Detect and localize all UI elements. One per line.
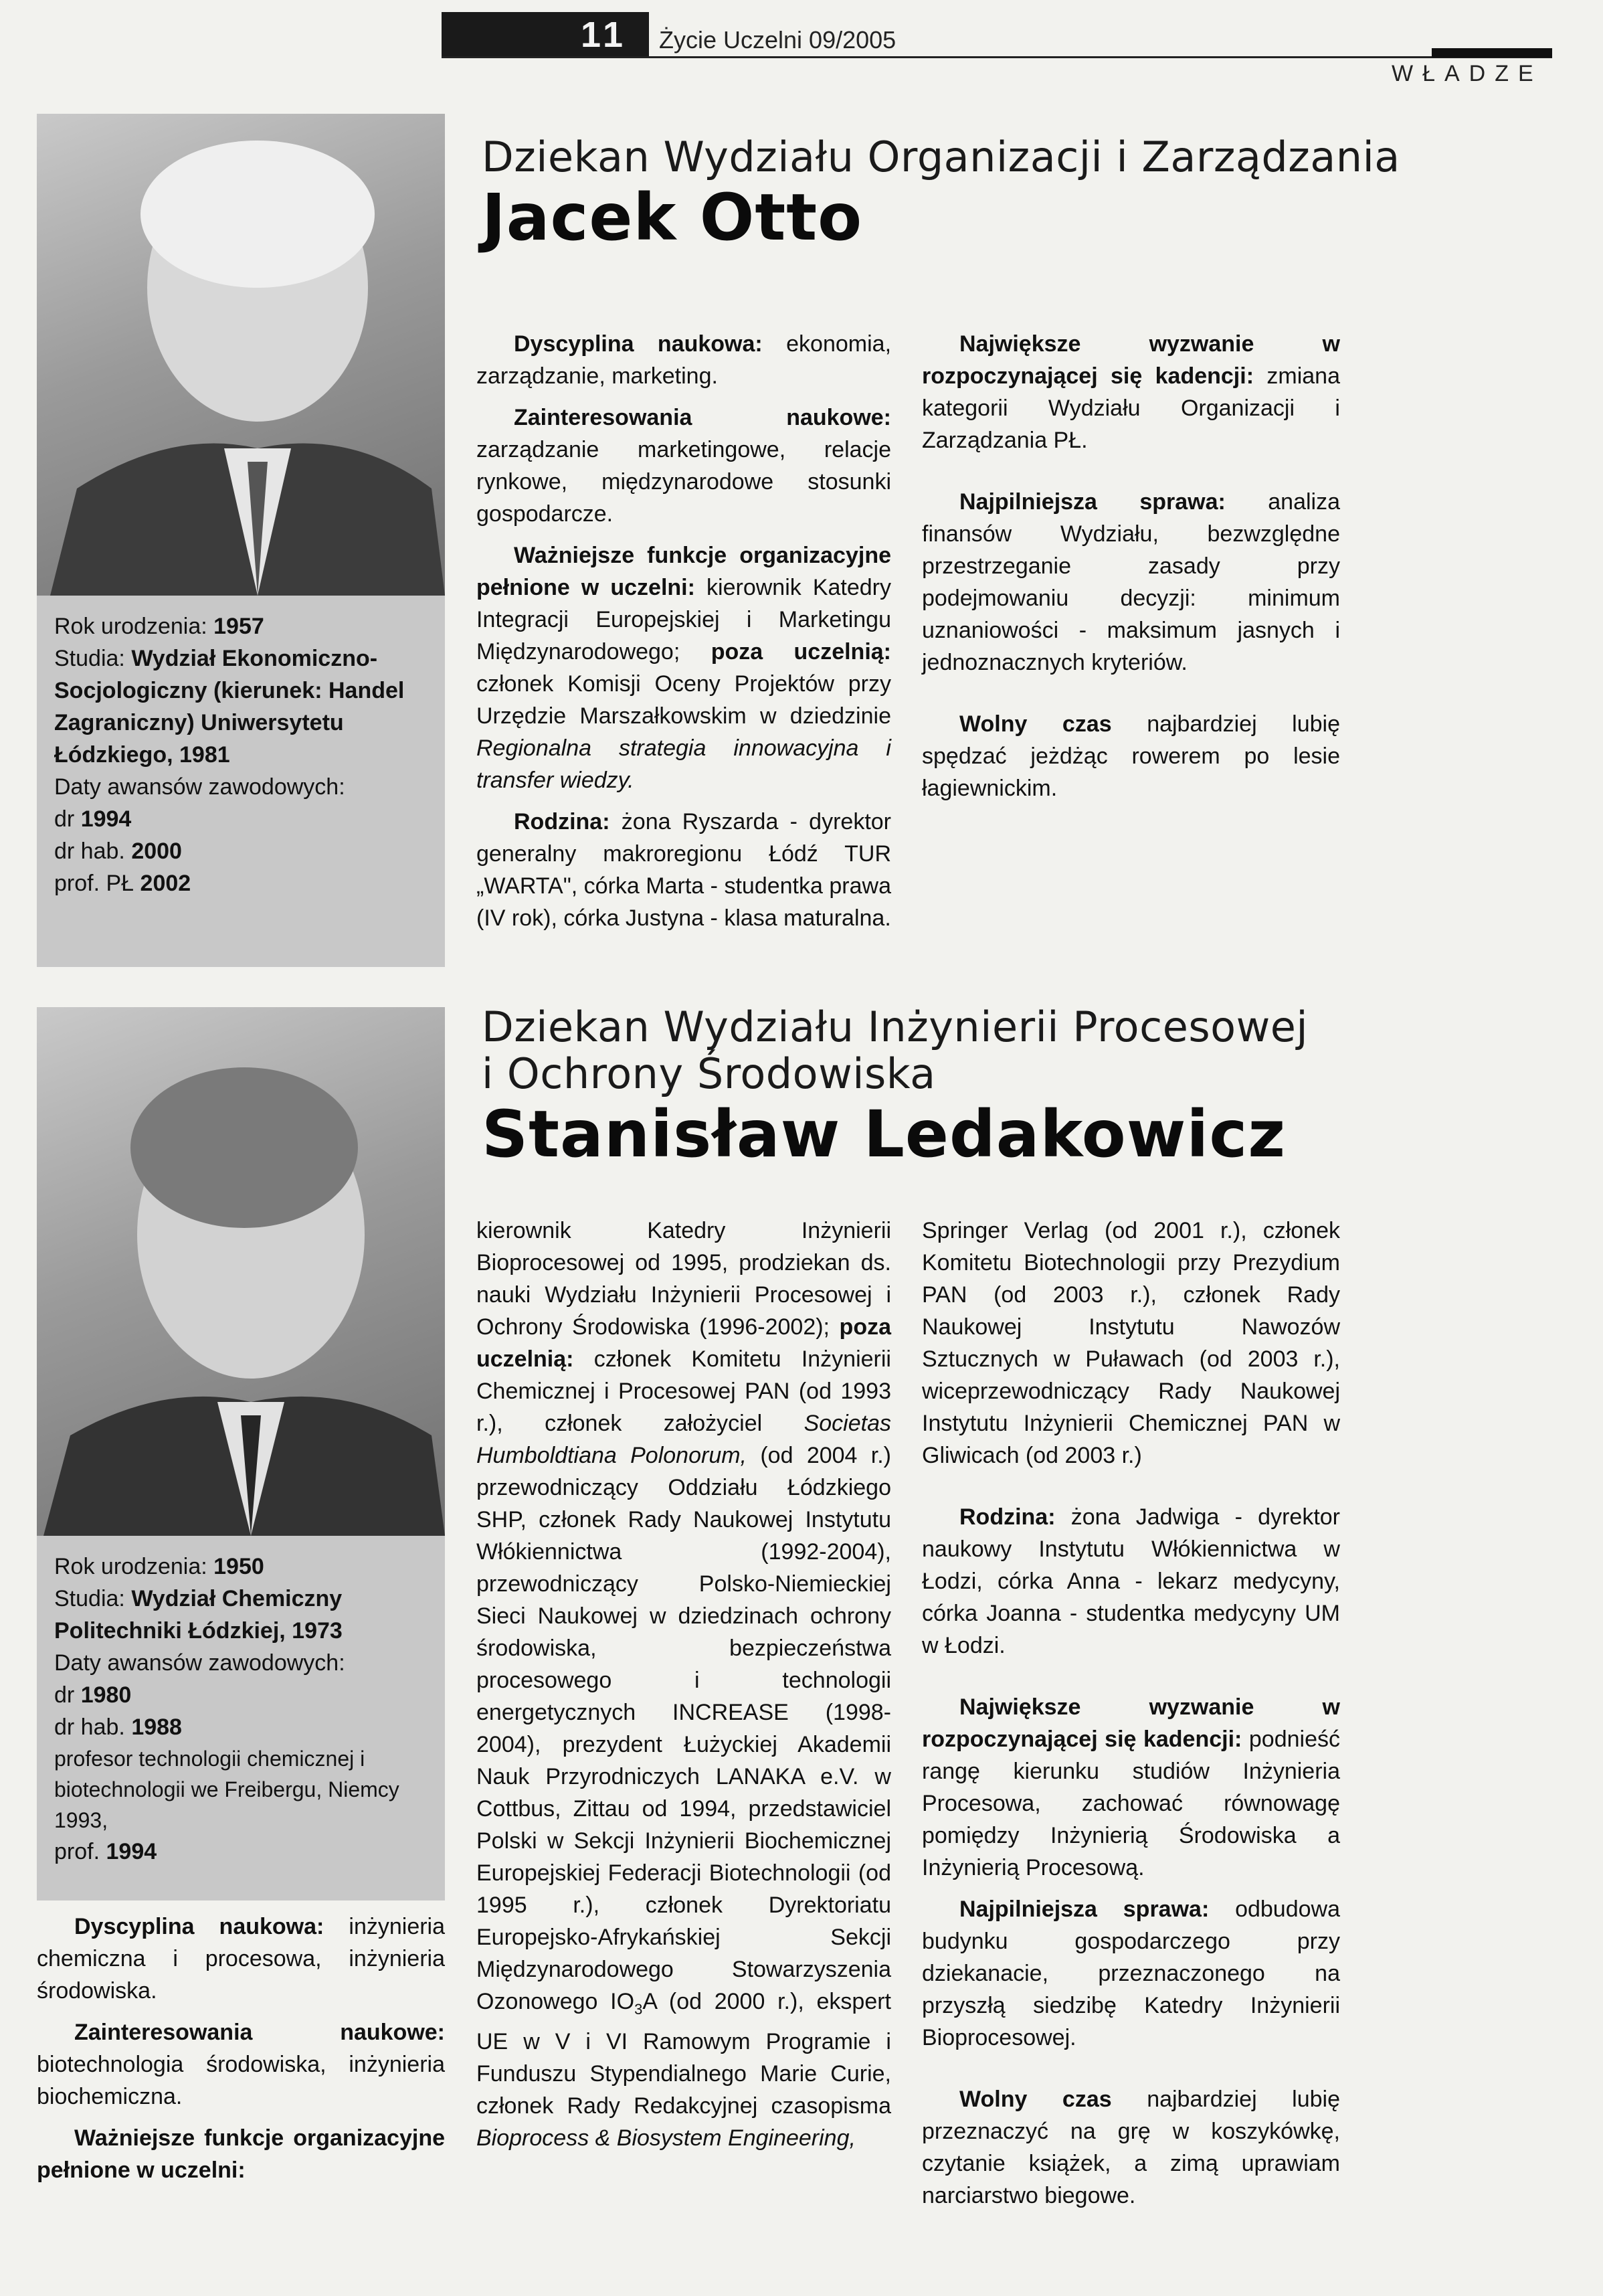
dean1-drhab: dr hab. 2000 — [54, 838, 182, 864]
dean1-dr: dr 1994 — [54, 806, 132, 832]
section-label: WŁADZE — [1392, 61, 1543, 86]
dean1-promotions-label: Daty awansów zawodowych: — [54, 774, 345, 800]
dean1-birth: Rok urodzenia: 1957 — [54, 614, 264, 639]
dean1-challenge: Największe wyzwanie w rozpoczynającej się kadencji: zmiana kategorii Wydziału Organizacji i Zarządzania PŁ. — [922, 331, 1340, 453]
dean1-studies: Studia: Wydział Ekonomiczno-Socjologiczny (kierunek: Handel Zagraniczny) Uniwersytetu Łódzkiego, 1981 — [54, 646, 405, 768]
dean2-discipline: Dyscyplina naukowa: inżynieria chemiczna i procesowa, inżynieria środowiska. — [37, 1914, 446, 2004]
dean2-subtitle-line2: i Ochrony Środowiska — [482, 1049, 936, 1098]
portrait-silhouette-icon — [37, 1007, 445, 1536]
dean1-name: Jacek Otto — [482, 180, 863, 255]
dean1-column-1 — [476, 328, 891, 944]
dean1-interests: Zainteresowania naukowe: zarządzanie marketingowe, relacje rynkowe, międzynarodowe stosunki gospodarcze. — [476, 405, 891, 527]
dean2-challenge: Największe wyzwanie w rozpoczynającej się kadencji: podnieść rangę kierunku studiów Inżynieria Procesowa, zachować równowagę pomiędzy Inżynierią Środowiska a Inżynierią Procesową. — [922, 1694, 1340, 1880]
dean2-functions-cont: Springer Verlag (od 2001 r.), członek Komitetu Biotechnologii przy Prezydium PAN (od 2003 r.), członek Rady Naukowej Instytutu Nawozów Sztucznych w Puławach (od 2003 r.), wiceprzewodniczący Rady Naukowej Instytutu Inżynierii Chemicznej PAN w Gliwicach (od 2003 r.) — [922, 1218, 1340, 1468]
dean2-info-box — [37, 1536, 445, 1901]
dean2-subtitle-line1: Dziekan Wydziału Inżynierii Procesowej — [482, 1002, 1309, 1051]
portrait-silhouette-icon — [37, 114, 445, 596]
dean2-prof: prof. 1994 — [54, 1839, 157, 1864]
dean2-photo — [37, 1007, 445, 1536]
dean2-functions: kierownik Katedry Inżynierii Bioprocesowej od 1995, prodziekan ds. nauki Wydziału Inżynierii Procesowej i Ochrony Środowiska (1996-2002); poza uczelnią: członek Komitetu Inżynierii Chemicznej i Procesowej PAN (od 1993 r.), członek założyciel Societas Humboldtiana Polonorum, (od 2004 r.) przewodniczący Oddziału Łódzkiego SHP, członek Rady Naukowej Instytutu Włókiennictwa (1992-2004), przewodniczący Polsko-Niemieckiej Sieci Naukowej w dziedzinach ochrony środowiska, bezpieczeństwa procesowego i technologii energetycznych INCREASE (1998-2004), prezydent Łużyckiej Akademii Nauk Przyrodniczych LANAKA e.V. w Cottbus, Zittau od 1994, przedstawiciel Polski w Sekcji Inżynierii Biochemicznej Europejskiej Federacji Biotechnologii (od 1995 r.), członek Dyrektoriatu Europejsko-Afrykańskiej Sekcji Międzynarodowego Stowarzyszenia Ozonowego $IO_3A$ (od 2000 r.), ekspert UE w V i VI Ramowym Programie i Funduszu Stypendialnego Marie Curie, członek Rady Redakcyjnej czasopisma Bioprocess & Biosystem Engineering, — [476, 1218, 892, 2151]
dean2-drhab: dr hab. 1988 — [54, 1714, 182, 1740]
dean2-interests: Zainteresowania naukowe: biotechnologia środowiska, inżynieria biochemiczna. — [37, 2020, 445, 2109]
dean2-heading — [482, 1004, 1579, 1171]
dean1-heading — [482, 134, 1579, 254]
dean1-discipline: Dyscyplina naukowa: ekonomia, zarządzanie, marketing. — [476, 331, 892, 389]
dean2-studies: Studia: Wydział Chemiczny Politechniki Łódzkiej, 1973 — [54, 1586, 343, 1644]
dean1-column-2 — [922, 328, 1340, 814]
dean1-info-box — [37, 596, 445, 967]
journal-title: Życie Uczelni 09/2005 — [659, 26, 897, 54]
dean2-family: Rodzina: żona Jadwiga - dyrektor naukowy Instytutu Włókiennictwa w Łodzi, córka Anna - lekarz medycyny, córka Joanna - studentka medycyny UM w Łodzi. — [922, 1504, 1341, 1658]
dean2-birth: Rok urodzenia: 1950 — [54, 1554, 264, 1579]
dean1-family: Rodzina: żona Ryszarda - dyrektor generalny makroregionu Łódź TUR „WARTA", córka Marta - studentka prawa (IV rok), córka Justyna - klasa maturalna. — [476, 809, 891, 931]
dean2-free-time: Wolny czas najbardziej lubię przeznaczyć na grę w koszykówkę, czytanie książek, a zimą uprawiam narciarstwo biegowe. — [922, 2087, 1340, 2208]
dean1-urgent: Najpilniejsza sprawa: analiza finansów Wydziału, bezwzględne przestrzeganie zasady przy podejmowaniu decyzji: minimum uznaniowości - maksimum jasnych i jednoznacznych kryteriów. — [922, 489, 1341, 675]
dean1-photo — [37, 114, 445, 596]
dean2-urgent: Najpilniejsza sprawa: odbudowa budynku gospodarczego przy dziekanacie, przeznaczonego na przyszłą siedzibę Katedry Inżynierii Bioprocesowej. — [922, 1896, 1340, 2050]
page-number: 11 — [581, 15, 628, 55]
dean2-name: Stanisław Ledakowicz — [482, 1097, 1287, 1172]
dean2-column-1 — [476, 1215, 891, 2163]
dean2-promotions-label: Daty awansów zawodowych: — [54, 1650, 345, 1676]
dean2-dr: dr 1980 — [54, 1682, 132, 1708]
header-accent-bar — [1432, 48, 1552, 58]
header-rule — [442, 56, 1552, 58]
dean1-functions: Ważniejsze funkcje organizacyjne pełnione w uczelni: kierownik Katedry Integracji Europejskiej i Marketingu Międzynarodowego; poza uczelnią: członek Komisji Oceny Projektów przy Urzędzie Marszałkowskim w dziedzinie Regionalna strategia innowacyjna i transfer wiedzy. — [476, 543, 891, 793]
dean2-column-0 — [37, 1911, 445, 2196]
dean1-free-time: Wolny czas najbardziej lubię spędzać jeżdżąc rowerem po lesie łagiewnickim. — [922, 711, 1340, 801]
dean2-prof-text: profesor technologii chemicznej i biotechnologii we Freibergu, Niemcy 1993, — [54, 1747, 399, 1832]
dean1-subtitle: Dziekan Wydziału Organizacji i Zarządzania — [482, 133, 1400, 181]
dean2-column-2 — [922, 1215, 1340, 2221]
dean2-functions-head: Ważniejsze funkcje organizacyjne pełnione w uczelni: — [37, 2125, 445, 2183]
dean1-prof: prof. PŁ 2002 — [54, 871, 191, 896]
